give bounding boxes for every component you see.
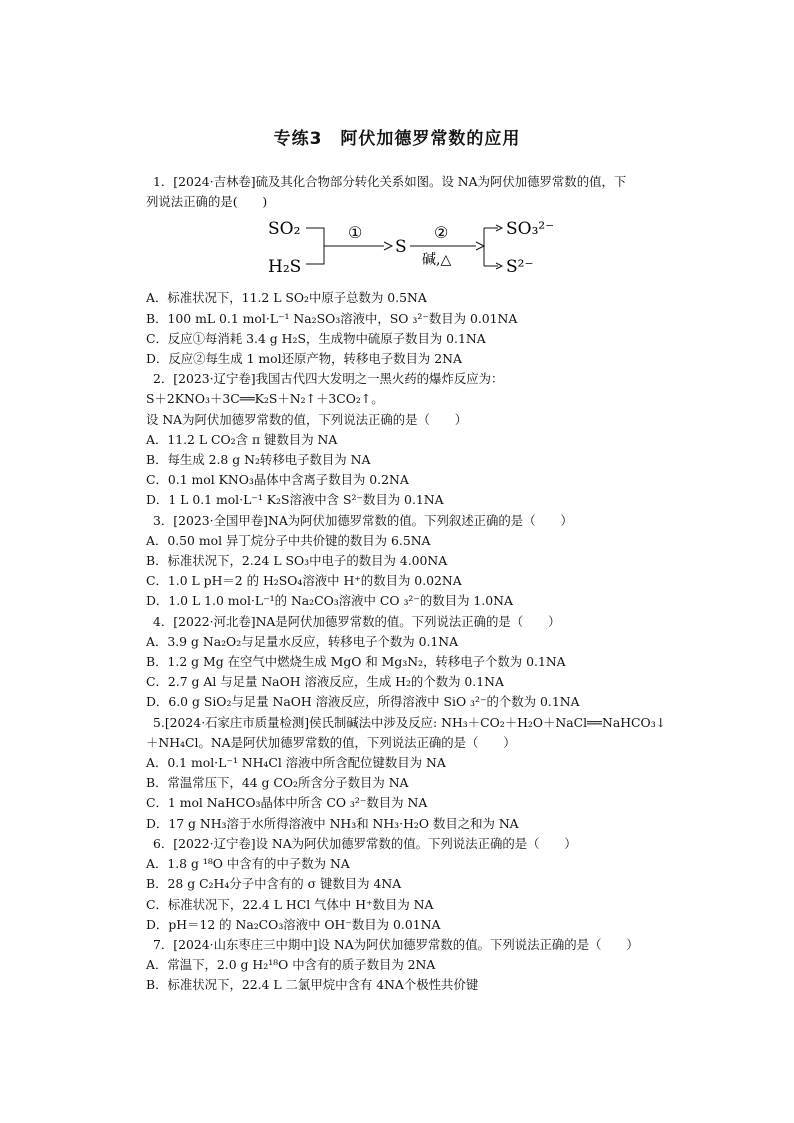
- q1-option-a: A．标准状况下，11.2 L SO₂中原子总数为 0.5NA: [146, 290, 427, 306]
- q2-stem-cont: 设 NA为阿伏加德罗常数的值，下列说法正确的是（ ）: [146, 411, 468, 427]
- q2-equation: S＋2KNO₃＋3C══K₂S＋N₂↑＋3CO₂↑。: [146, 391, 384, 407]
- q1-option-b: B．100 mL 0.1 mol·L⁻¹ Na₂SO₃溶液中，SO ₃²⁻数目为 0.01NA: [146, 310, 518, 326]
- q1-option-d: D．反应②每生成 1 mol还原产物，转移电子数目为 2NA: [146, 351, 462, 367]
- q4-option-a: A．3.9 g Na₂O₂与足量水反应，转移电子个数为 0.1NA: [146, 633, 459, 649]
- label-step2: ②: [434, 223, 449, 243]
- arrow-1-head: [384, 242, 392, 250]
- q3-option-a: A．0.50 mol 异丁烷分子中共价键的数目为 6.5NA: [146, 532, 431, 548]
- q7-option-b: B．标准状况下，22.4 L 二氯甲烷中含有 4NA个极性共价键: [146, 977, 479, 993]
- label-so2: SO₂: [268, 219, 301, 240]
- q5-option-c: C．1 mol NaHCO₃晶体中所含 CO ₃²⁻数目为 NA: [146, 795, 428, 811]
- q1-stem-cont: 列说法正确的是( ): [146, 194, 268, 210]
- q2-option-d: D．1 L 0.1 mol·L⁻¹ K₂S溶液中含 S²⁻数目为 0.1NA: [146, 492, 444, 508]
- q4-option-c: C．2.7 g Al 与足量 NaOH 溶液反应，生成 H₂的个数为 0.1NA: [146, 674, 504, 690]
- label-so3: SO₃²⁻: [506, 219, 555, 240]
- q5-option-d: D．17 g NH₃溶于水所得溶液中 NH₃和 NH₃·H₂O 数目之和为 NA: [146, 815, 519, 831]
- q3-stem: 3．[2023·全国甲卷]NA为阿伏加德罗常数的值。下列叙述正确的是（ ）: [153, 512, 573, 528]
- q6-option-d: D．pH＝12 的 Na₂CO₃溶液中 OH⁻数目为 0.01NA: [146, 916, 441, 932]
- question-list: [146, 172, 706, 996]
- q5-stem-cont: ＋NH₄Cl。NA是阿伏加德罗常数的值，下列说法正确的是（ ）: [146, 734, 516, 750]
- q4-stem: 4．[2022·河北卷]NA是阿伏加德罗常数的值。下列说法正确的是（ ）: [153, 613, 561, 629]
- q1-option-c: C．反应①每消耗 3.4 g H₂S，生成物中硫原子数目为 0.1NA: [146, 330, 486, 346]
- label-h2s: H₂S: [268, 257, 302, 278]
- q3-option-d: D．1.0 L 1.0 mol·L⁻¹的 Na₂CO₃溶液中 CO ₃²⁻的数目为 1.0NA: [146, 593, 513, 609]
- q4-option-d: D．6.0 g SiO₂与足量 NaOH 溶液反应，所得溶液中 SiO ₃²⁻的个数为 0.1NA: [146, 694, 580, 710]
- q2-option-a: A．11.2 L CO₂含 π 键数目为 NA: [146, 431, 338, 447]
- q7-option-a: A．常温下，2.0 g H₂¹⁸O 中含有的质子数目为 2NA: [146, 957, 436, 973]
- q2-option-b: B．每生成 2.8 g N₂转移电子数目为 NA: [146, 452, 371, 468]
- q1-stem: 1．[2024·吉林卷]硫及其化合物部分转化关系如图。设 NA为阿伏加德罗常数的值，下: [153, 174, 627, 189]
- q2-stem: 2．[2023·辽宁卷]我国古代四大发明之一黑火药的爆炸反应为：: [153, 371, 504, 387]
- sulfur-conversion-diagram: [146, 214, 706, 284]
- bracket-left: [306, 228, 324, 264]
- q2-option-c: C．0.1 mol KNO₃晶体中含离子数目为 0.2NA: [146, 472, 409, 488]
- label-step1: ①: [348, 223, 363, 243]
- q5-stem: 5.[2024·石家庄市质量检测]侯氏制碱法中涉及反应: NH₃＋CO₂＋H₂O＋NaCl══NaHCO₃↓: [153, 714, 667, 730]
- q5-option-a: A．0.1 mol·L⁻¹ NH₄Cl 溶液中所含配位键数目为 NA: [146, 755, 446, 771]
- label-s: S: [395, 237, 407, 258]
- q5-option-b: B．常温常压下，44 g CO₂所含分子数目为 NA: [146, 775, 409, 791]
- q4-option-b: B．1.2 g Mg 在空气中燃烧生成 MgO 和 Mg₃N₂，转移电子个数为 0.1NA: [146, 654, 566, 670]
- q3-option-c: C．1.0 L pH＝2 的 H₂SO₄溶液中 H⁺的数目为 0.02NA: [146, 573, 462, 589]
- page-title: 专练3 阿伏加德罗常数的应用: [273, 129, 521, 149]
- q6-stem: 6．[2022·辽宁卷]设 NA为阿伏加德罗常数的值。下列说法正确的是（ ）: [153, 835, 577, 851]
- q3-option-b: B．标准状况下，2.24 L SO₃中电子的数目为 4.00NA: [146, 553, 448, 569]
- label-s2: S²⁻: [506, 257, 534, 278]
- diagram-svg: [266, 214, 586, 282]
- label-cond: 碱,△: [422, 252, 452, 269]
- arrow-2-head: [476, 242, 484, 250]
- q6-option-c: C．标准状况下，22.4 L HCl 气体中 H⁺数目为 NA: [146, 896, 434, 912]
- q6-option-b: B．28 g C₂H₄分子中含有的 σ 键数目为 4NA: [146, 876, 402, 892]
- q6-option-a: A．1.8 g ¹⁸O 中含有的中子数为 NA: [146, 856, 350, 872]
- q7-stem: 7．[2024·山东枣庄三中期中]设 NA为阿伏加德罗常数的值。下列说法正确的是（ ）: [153, 936, 639, 952]
